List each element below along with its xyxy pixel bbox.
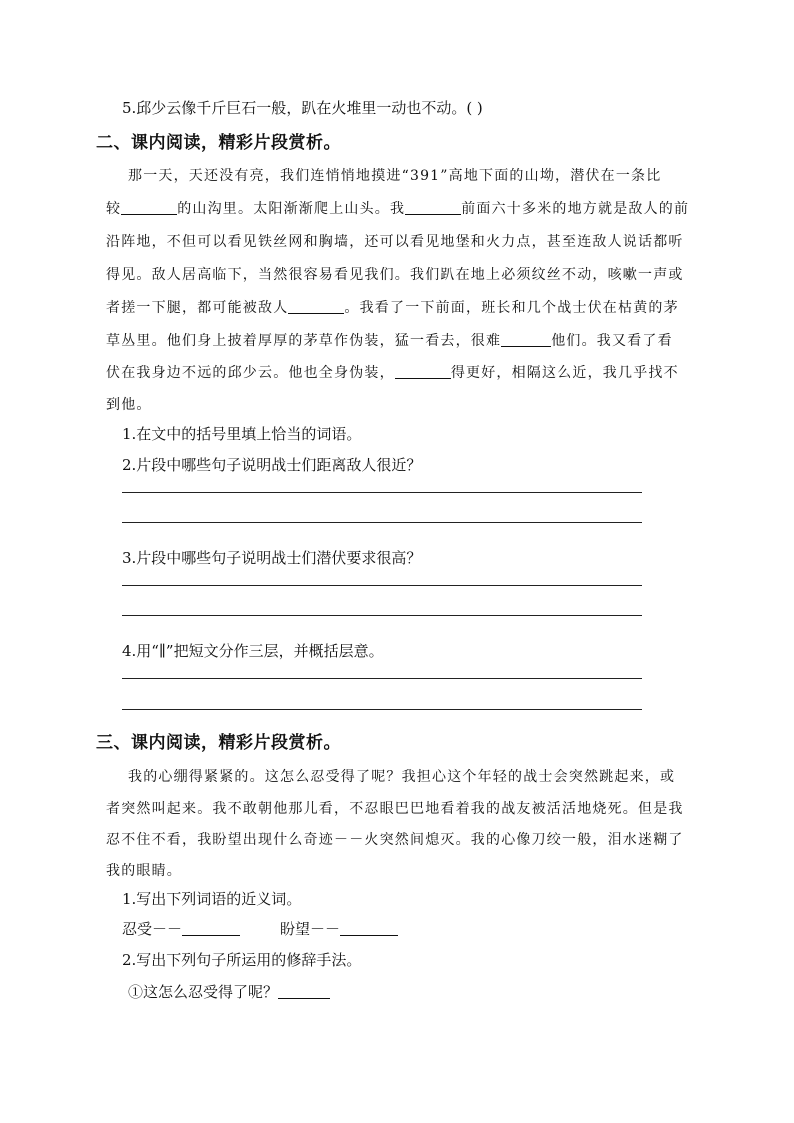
question-5: 5.邱少云像千斤巨石一般，趴在火堆里一动也不动。( ) xyxy=(122,99,483,117)
blank-underline xyxy=(395,364,451,379)
blank-underline xyxy=(405,200,461,215)
passage-text: 较 xyxy=(106,201,122,217)
section-2-question-2: 2.片段中哪些句子说明战士们距离敌人很近？ xyxy=(122,456,422,474)
answer-line[interactable] xyxy=(122,522,642,523)
blank-underline xyxy=(501,332,551,347)
passage-text: 草丛里。他们身上披着厚厚的茅草作伪装，猛一看去，很难 xyxy=(106,333,502,349)
passage-text: 者搓一下腿，都可能被敌人 xyxy=(106,300,289,316)
section-2-question-4: 4.用“∥”把短文分作三层，并概括层意。 xyxy=(122,642,384,660)
passage-text: 的山沟里。太阳渐渐爬上山头。我 xyxy=(177,201,406,217)
synonym-word: 忍受－－ xyxy=(122,920,183,938)
passage-line: 我的心绷得紧紧的。这怎么忍受得了呢？我担心这个年轻的战士会突然跳起来，或 xyxy=(128,769,676,785)
passage-line: 忍不住不看，我盼望出现什么奇迹－－火突然间熄灭。我的心像刀绞一般，泪水迷糊了 xyxy=(106,832,684,848)
passage-line: 到他。 xyxy=(106,397,152,413)
passage-line xyxy=(106,297,679,317)
sentence-text: ①这怎么忍受得了呢？ xyxy=(128,983,279,1001)
section-2-question-1: 1.在文中的括号里填上恰当的词语。 xyxy=(122,425,362,443)
section-3-question-1: 1.写出下列词语的近义词。 xyxy=(122,890,302,908)
answer-line[interactable] xyxy=(122,709,642,710)
answer-blank[interactable] xyxy=(278,984,330,999)
answer-blank[interactable] xyxy=(182,921,240,936)
passage-line: 沿阵地，不但可以看见铁丝网和胸墙，还可以看见地堡和火力点，甚至连敌人说话都听 xyxy=(106,234,684,250)
passage-line: 我的眼睛。 xyxy=(106,863,182,879)
passage-line xyxy=(106,330,673,350)
answer-line[interactable] xyxy=(122,585,642,586)
passage-text: 前面六十多米的地方就是敌人的前 xyxy=(461,201,690,217)
blank-underline xyxy=(121,200,177,215)
section-2-heading: 二、课内阅读，精彩片段赏析。 xyxy=(96,133,341,153)
passage-text: 得更好，相隔这么近，我几乎找不 xyxy=(450,365,679,381)
answer-line[interactable] xyxy=(122,678,642,679)
passage-line xyxy=(106,362,679,382)
passage-text: 他们。我又看了看 xyxy=(551,333,673,349)
rhetoric-item-1 xyxy=(128,981,330,1002)
passage-line: 那一天，天还没有亮，我们连悄悄地摸进“391”高地下面的山坳，潜伏在一条比 xyxy=(128,168,662,184)
passage-text: 伏在我身边不远的邱少云。他也全身伪装， xyxy=(106,365,395,381)
section-3-question-2: 2.写出下列句子所运用的修辞手法。 xyxy=(122,951,362,969)
passage-line: 者突然叫起来。我不敢朝他那儿看，不忍眼巴巴地看着我的战友被活活地烧死。但是我 xyxy=(106,801,684,817)
passage-line xyxy=(106,198,689,218)
passage-line: 得见。敌人居高临下，当然很容易看见我们。我们趴在地上必须纹丝不动，咳嗽一声或 xyxy=(106,267,684,283)
blank-underline xyxy=(288,299,344,314)
answer-line[interactable] xyxy=(122,492,642,493)
answer-blank[interactable] xyxy=(340,921,398,936)
section-3-heading: 三、课内阅读，精彩片段赏析。 xyxy=(96,733,341,753)
synonym-row xyxy=(122,918,398,939)
answer-line[interactable] xyxy=(122,615,642,616)
section-2-question-3: 3.片段中哪些句子说明战士们潜伏要求很高？ xyxy=(122,549,422,567)
synonym-word: 盼望－－ xyxy=(280,920,341,938)
passage-text: 。我看了一下前面，班长和几个战士伏在枯黄的茅 xyxy=(344,300,679,316)
